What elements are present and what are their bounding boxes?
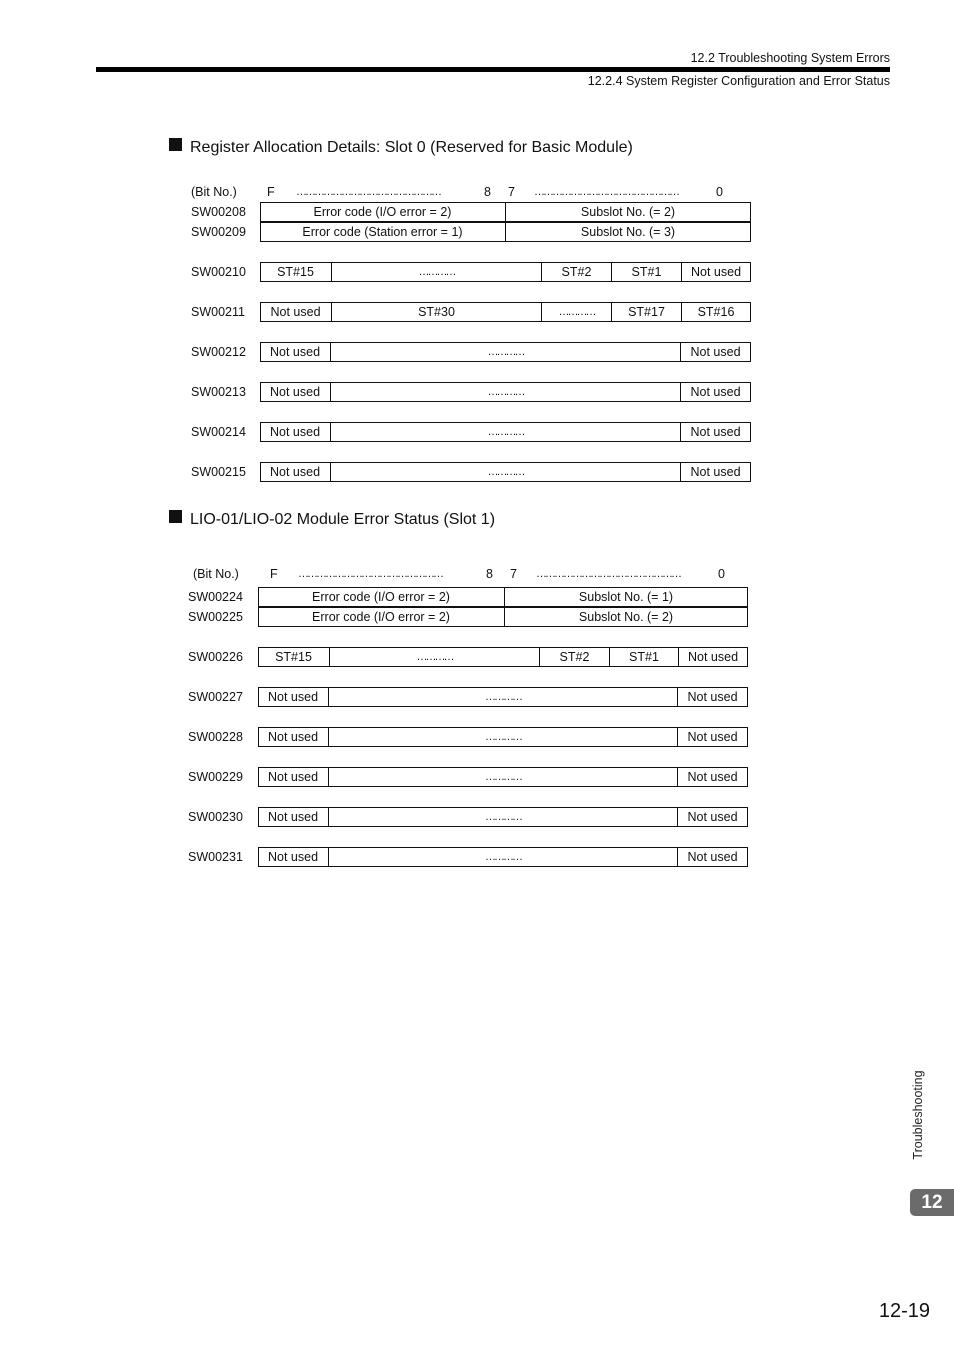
bit-header-high: F xyxy=(270,567,278,581)
register-cell: Not used xyxy=(267,770,319,784)
register-cell: Error code (I/O error = 2) xyxy=(312,590,450,604)
register-row-sw00228 xyxy=(258,727,748,747)
header-subsection-title: 12.2.4 System Register Configuration and Error Status xyxy=(587,74,890,88)
section-heading-slot0 xyxy=(169,139,633,157)
register-cell: ………… xyxy=(330,383,680,401)
register-cell: Not used xyxy=(681,263,750,281)
section-title: LIO-01/LIO-02 Module Error Status (Slot 1) xyxy=(190,511,496,528)
page-number: 12-19 xyxy=(878,1300,930,1322)
register-cell: ST#2 xyxy=(539,648,609,666)
register-cell: Not used xyxy=(267,730,319,744)
register-cell: Subslot No. (= 2) xyxy=(505,203,750,221)
register-row-sw00229 xyxy=(258,767,748,787)
register-cell: Error code (I/O error = 2) xyxy=(312,610,450,624)
register-cell: ST#15 xyxy=(277,265,314,279)
register-name: SW00209 xyxy=(191,225,246,239)
register-row-sw00213 xyxy=(260,382,751,402)
register-cell: ………… xyxy=(328,808,677,826)
register-name: SW00227 xyxy=(188,690,243,704)
register-cell: Not used xyxy=(269,425,321,439)
register-cell: Subslot No. (= 3) xyxy=(505,223,750,241)
register-row-sw00212 xyxy=(260,342,751,362)
register-cell: Not used xyxy=(680,423,750,441)
register-row-sw00208 xyxy=(260,202,751,222)
register-name: SW00228 xyxy=(188,730,243,744)
register-cell: Not used xyxy=(678,648,747,666)
side-tab-label: Troubleshooting xyxy=(911,1070,925,1160)
register-cell: ST#2 xyxy=(541,263,611,281)
register-cell: Not used xyxy=(267,850,319,864)
register-name: SW00210 xyxy=(191,265,246,279)
register-cell: ST#17 xyxy=(611,303,681,321)
register-cell: ………… xyxy=(328,848,677,866)
bit-header-low: 0 xyxy=(716,185,723,199)
bit-header-label: (Bit No.) xyxy=(193,567,239,581)
register-name: SW00213 xyxy=(191,385,246,399)
register-cell: Not used xyxy=(677,808,747,826)
bit-header-mid-high: 8 xyxy=(486,567,493,581)
bit-header-high: F xyxy=(267,185,275,199)
register-cell: ………… xyxy=(329,648,539,666)
register-cell: Subslot No. (= 1) xyxy=(504,588,747,606)
register-cell: ………… xyxy=(328,768,677,786)
register-name: SW00208 xyxy=(191,205,246,219)
register-cell: ST#15 xyxy=(275,650,312,664)
register-cell: Not used xyxy=(267,690,319,704)
register-cell: Not used xyxy=(267,810,319,824)
register-cell: Not used xyxy=(677,848,747,866)
register-cell: Subslot No. (= 2) xyxy=(504,608,747,626)
register-cell: ………… xyxy=(331,263,541,281)
register-name: SW00214 xyxy=(191,425,246,439)
bit-header-label: (Bit No.) xyxy=(191,185,237,199)
register-row-sw00226 xyxy=(258,647,748,667)
register-cell: ST#1 xyxy=(611,263,681,281)
bit-header-dots: ………………………………………… xyxy=(298,568,442,580)
bit-header-dots-low: ………………………………………… xyxy=(534,186,678,198)
register-name: SW00224 xyxy=(188,590,243,604)
square-bullet-icon xyxy=(169,138,182,151)
register-row-sw00227 xyxy=(258,687,748,707)
bit-header-mid-low: 7 xyxy=(510,567,517,581)
bit-header-mid-low: 7 xyxy=(508,185,515,199)
register-row-sw00224 xyxy=(258,587,748,607)
register-cell: ………… xyxy=(541,303,611,321)
register-row-sw00210 xyxy=(260,262,751,282)
register-name: SW00230 xyxy=(188,810,243,824)
register-row-sw00211 xyxy=(260,302,751,322)
section-title: Register Allocation Details: Slot 0 (Reserved for Basic Module) xyxy=(190,139,633,156)
register-cell: ………… xyxy=(330,423,680,441)
register-row-sw00209 xyxy=(260,222,751,242)
register-cell: ………… xyxy=(328,728,677,746)
register-cell: Not used xyxy=(677,768,747,786)
chapter-badge: 12 xyxy=(910,1189,954,1216)
bit-header-mid-high: 8 xyxy=(484,185,491,199)
register-row-sw00214 xyxy=(260,422,751,442)
register-cell: Not used xyxy=(680,343,750,361)
register-name: SW00212 xyxy=(191,345,246,359)
header-rule xyxy=(96,67,890,72)
register-name: SW00215 xyxy=(191,465,246,479)
register-row-sw00225 xyxy=(258,607,748,627)
register-name: SW00226 xyxy=(188,650,243,664)
register-cell: Not used xyxy=(677,728,747,746)
register-name: SW00231 xyxy=(188,850,243,864)
register-cell: Not used xyxy=(680,463,750,481)
bit-header-dots: ………………………………………… xyxy=(296,186,440,198)
register-cell: Not used xyxy=(269,465,321,479)
register-cell: ST#30 xyxy=(331,303,541,321)
section-heading-slot1 xyxy=(169,511,495,529)
register-cell: ………… xyxy=(328,688,677,706)
square-bullet-icon xyxy=(169,510,182,523)
register-cell: Not used xyxy=(680,383,750,401)
register-cell: ………… xyxy=(330,463,680,481)
register-cell: Not used xyxy=(270,305,321,319)
register-cell: ST#1 xyxy=(609,648,678,666)
register-name: SW00211 xyxy=(191,305,245,319)
bit-header-dots-low: ………………………………………… xyxy=(536,568,680,580)
register-cell: Not used xyxy=(677,688,747,706)
register-name: SW00225 xyxy=(188,610,243,624)
register-cell: ………… xyxy=(330,343,680,361)
register-cell: ST#16 xyxy=(681,303,750,321)
register-cell: Error code (I/O error = 2) xyxy=(313,205,452,219)
register-cell: Error code (Station error = 1) xyxy=(302,225,463,239)
register-row-sw00231 xyxy=(258,847,748,867)
register-row-sw00230 xyxy=(258,807,748,827)
register-row-sw00215 xyxy=(260,462,751,482)
register-cell: Not used xyxy=(269,385,321,399)
bit-header-low: 0 xyxy=(718,567,725,581)
register-name: SW00229 xyxy=(188,770,243,784)
header-section-title: 12.2 Troubleshooting System Errors xyxy=(690,51,890,65)
register-cell: Not used xyxy=(269,345,321,359)
